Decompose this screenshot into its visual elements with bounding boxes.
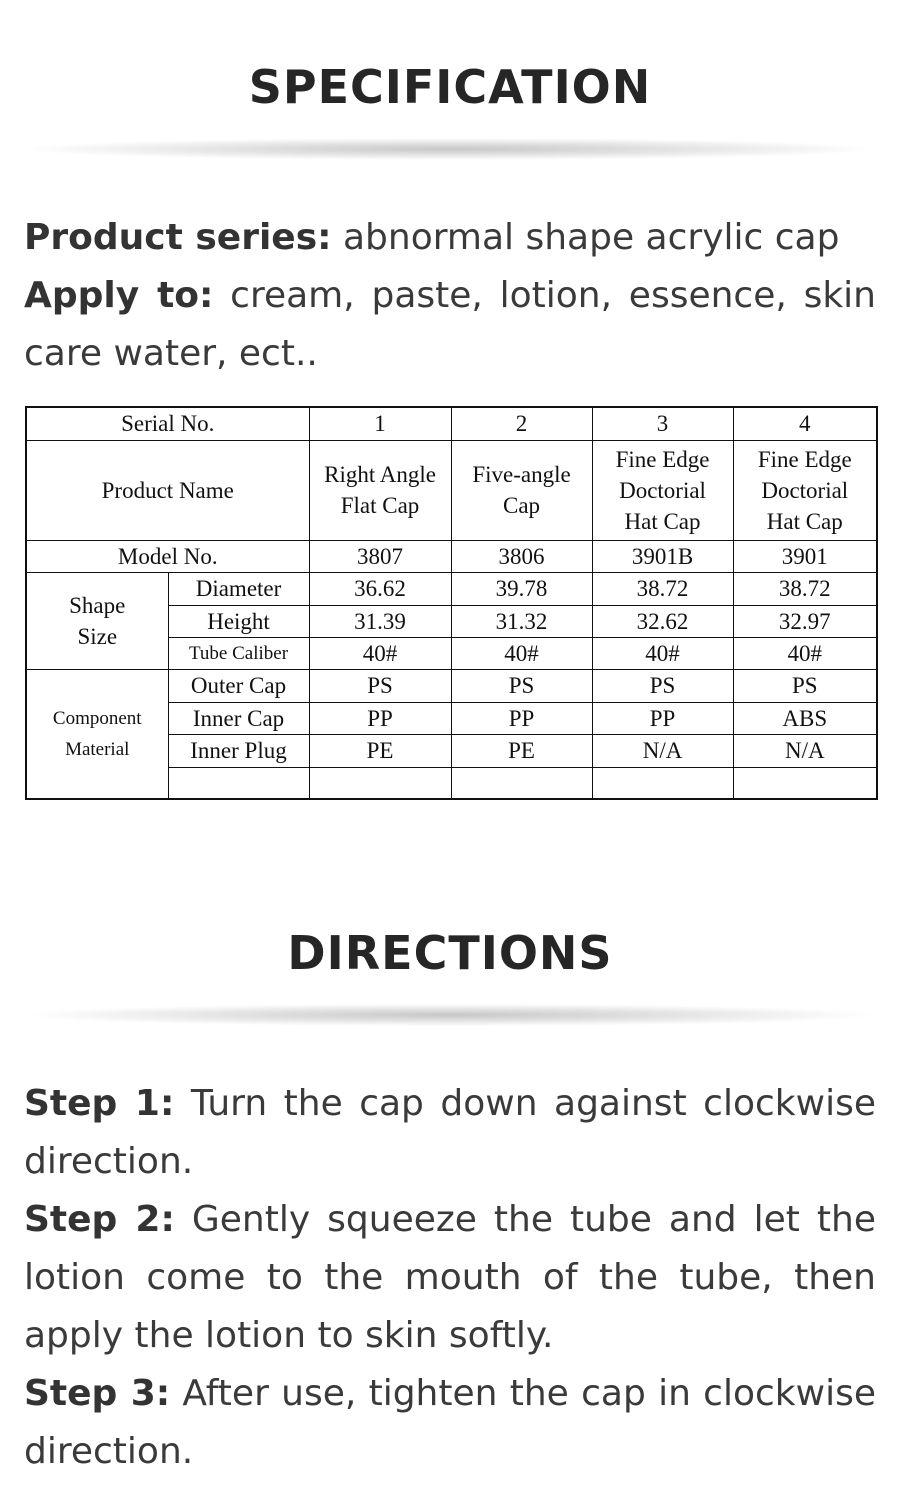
- directions-title: DIRECTIONS: [287, 926, 613, 980]
- step-label: Step 2:: [24, 1199, 175, 1240]
- empty-cell: [733, 767, 877, 799]
- height-cell: 31.32: [451, 605, 592, 637]
- step-text: Gently squeeze the tube and let the lotion come to the mouth of the tube, then apply the lotion to skin softly.: [24, 1199, 876, 1356]
- tube-caliber-cell: 40#: [592, 637, 733, 669]
- table-row: [26, 572, 877, 605]
- step-label: Step 1:: [24, 1083, 175, 1124]
- inner-plug-cell: N/A: [733, 734, 877, 767]
- height-label: Height: [168, 605, 309, 637]
- title-shadow-divider: [30, 138, 870, 160]
- tube-caliber-label: Tube Caliber: [168, 637, 309, 669]
- directions-steps: [24, 1075, 876, 1481]
- product-series-label: Product series:: [24, 217, 332, 258]
- step-text: Turn the cap down against clockwise direction.: [24, 1083, 876, 1182]
- empty-cell: [592, 767, 733, 799]
- specification-table: [25, 406, 878, 800]
- diameter-cell: 38.72: [733, 572, 877, 605]
- shape-size-label: Shape Size: [26, 572, 168, 669]
- step-text: After use, tighten the cap in clockwise direction.: [24, 1373, 876, 1472]
- product-info: [24, 209, 876, 383]
- serial-cell: 2: [451, 407, 592, 440]
- outer-cap-cell: PS: [592, 669, 733, 702]
- diameter-cell: 39.78: [451, 572, 592, 605]
- diameter-label: Diameter: [168, 572, 309, 605]
- table-row: [26, 540, 877, 572]
- height-cell: 32.97: [733, 605, 877, 637]
- inner-cap-cell: ABS: [733, 702, 877, 734]
- specification-title: SPECIFICATION: [248, 60, 652, 114]
- title-shadow-divider: [30, 1004, 870, 1026]
- diameter-cell: 38.72: [592, 572, 733, 605]
- empty-cell: [451, 767, 592, 799]
- outer-cap-label: Outer Cap: [168, 669, 309, 702]
- step-item: [24, 1075, 876, 1191]
- product-name-cell: Five-angle Cap: [451, 440, 592, 540]
- empty-cell: [168, 767, 309, 799]
- height-cell: 32.62: [592, 605, 733, 637]
- product-series-value: abnormal shape acrylic cap: [331, 217, 840, 258]
- outer-cap-cell: PS: [309, 669, 451, 702]
- serial-cell: 1: [309, 407, 451, 440]
- inner-cap-cell: PP: [451, 702, 592, 734]
- product-name-cell: Fine Edge Doctorial Hat Cap: [592, 440, 733, 540]
- step-label: Step 3:: [24, 1373, 171, 1414]
- apply-to-label: Apply to:: [24, 275, 214, 316]
- serial-cell: 3: [592, 407, 733, 440]
- component-material-label: Component Material: [26, 669, 168, 799]
- model-label: Model No.: [26, 540, 309, 572]
- inner-cap-cell: PP: [309, 702, 451, 734]
- inner-plug-cell: PE: [309, 734, 451, 767]
- model-cell: 3806: [451, 540, 592, 572]
- empty-cell: [309, 767, 451, 799]
- outer-cap-cell: PS: [451, 669, 592, 702]
- product-name-cell: Fine Edge Doctorial Hat Cap: [733, 440, 877, 540]
- inner-plug-cell: N/A: [592, 734, 733, 767]
- model-cell: 3901B: [592, 540, 733, 572]
- table-row: [26, 440, 877, 540]
- tube-caliber-cell: 40#: [451, 637, 592, 669]
- serial-cell: 4: [733, 407, 877, 440]
- model-cell: 3901: [733, 540, 877, 572]
- step-item: [24, 1365, 876, 1481]
- inner-cap-label: Inner Cap: [168, 702, 309, 734]
- diameter-cell: 36.62: [309, 572, 451, 605]
- tube-caliber-cell: 40#: [309, 637, 451, 669]
- inner-plug-cell: PE: [451, 734, 592, 767]
- product-name-cell: Right Angle Flat Cap: [309, 440, 451, 540]
- product-name-label: Product Name: [26, 440, 309, 540]
- inner-plug-label: Inner Plug: [168, 734, 309, 767]
- apply-to-value: cream, paste, lotion, essence, skin care water, ect..: [24, 275, 876, 374]
- table-row: [26, 669, 877, 702]
- outer-cap-cell: PS: [733, 669, 877, 702]
- table-row: [26, 407, 877, 440]
- inner-cap-cell: PP: [592, 702, 733, 734]
- model-cell: 3807: [309, 540, 451, 572]
- tube-caliber-cell: 40#: [733, 637, 877, 669]
- step-item: [24, 1191, 876, 1365]
- serial-label: Serial No.: [26, 407, 309, 440]
- height-cell: 31.39: [309, 605, 451, 637]
